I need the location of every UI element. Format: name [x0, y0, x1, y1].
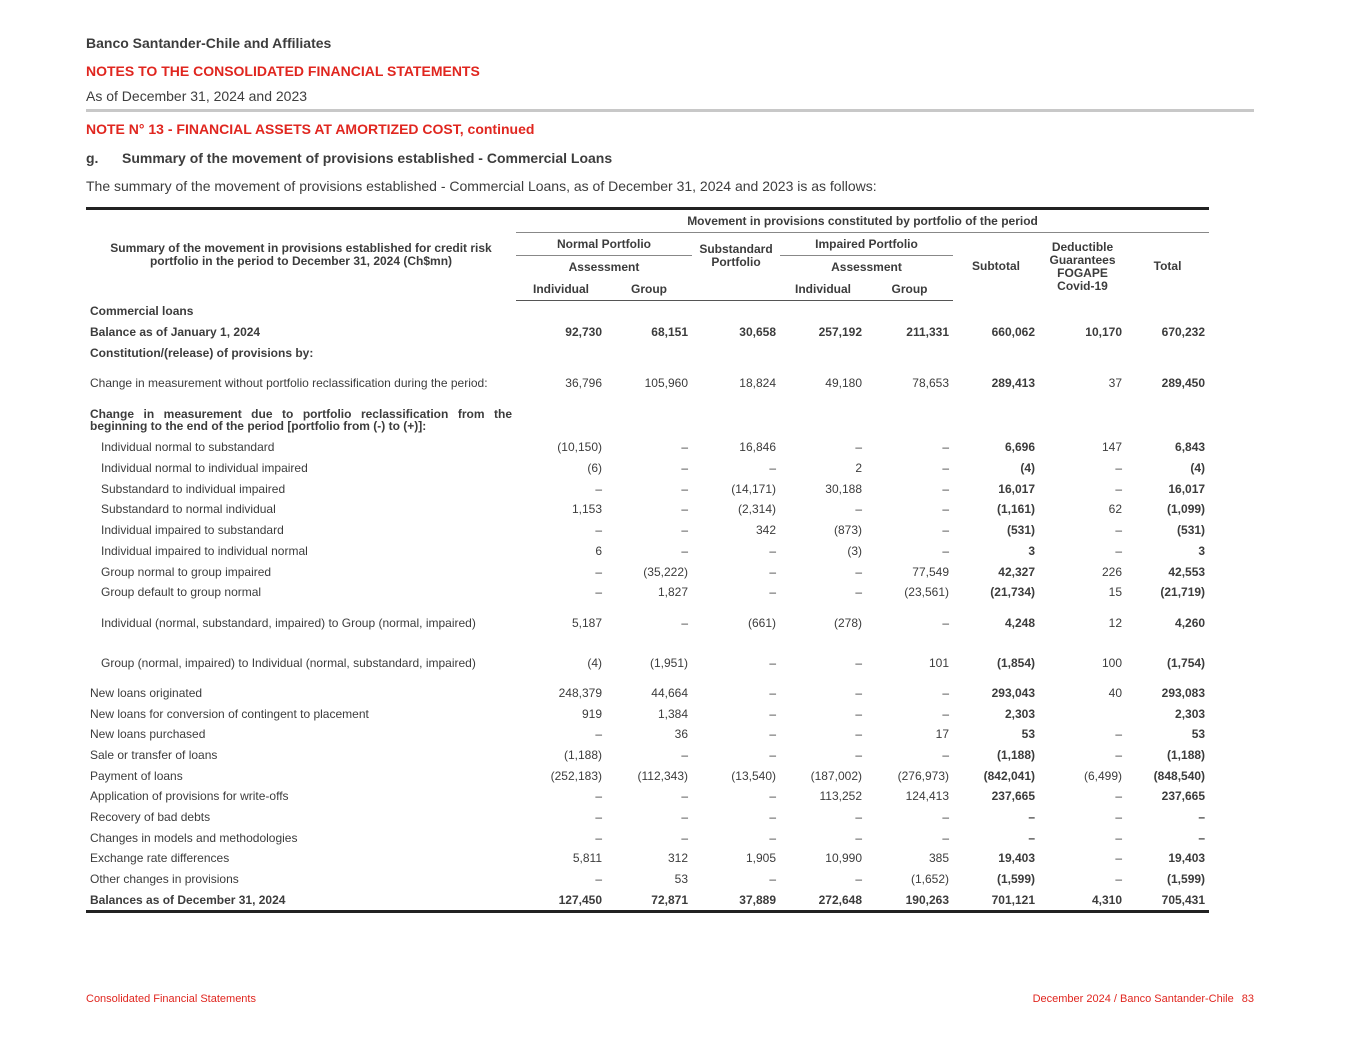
page-number: 83 — [1241, 993, 1254, 1005]
row-value: – — [681, 523, 688, 538]
row-value: – — [595, 585, 602, 600]
footer-left: Consolidated Financial Statements — [86, 993, 256, 1005]
row-value: 4,260 — [1175, 615, 1206, 630]
row-value: 289,413 — [991, 376, 1035, 391]
row-value: – — [595, 481, 602, 496]
row-value: – — [595, 564, 602, 579]
table-row — [86, 603, 1209, 643]
row-value: 4,248 — [1004, 615, 1035, 630]
row-label: Balances as of December 31, 2024 — [86, 889, 516, 911]
row-value: 100 — [1101, 655, 1122, 670]
table-row — [86, 848, 1209, 869]
row-label: New loans originated — [90, 685, 203, 700]
row-value: – — [1115, 747, 1122, 762]
table-row — [86, 582, 1209, 603]
row-value: 3 — [1028, 543, 1035, 558]
row-value: 342 — [755, 523, 776, 538]
row-value: 10,170 — [1085, 325, 1122, 340]
row-value: – — [681, 502, 688, 517]
row-value: (1,951) — [649, 655, 688, 670]
table-row — [86, 478, 1209, 499]
row-label: Other changes in provisions — [90, 872, 239, 887]
row-value: – — [1115, 727, 1122, 742]
row-value: (23,561) — [904, 585, 949, 600]
header-impaired-portfolio: Impaired Portfolio — [780, 233, 953, 256]
header-impaired-individual: Individual — [780, 278, 866, 301]
table-row — [86, 869, 1209, 890]
row-value: (21,734) — [990, 585, 1035, 600]
row-value: – — [769, 727, 776, 742]
row-value: – — [1115, 830, 1122, 845]
row-value: – — [769, 747, 776, 762]
row-value: (6) — [587, 461, 602, 476]
row-value: (252,183) — [550, 768, 602, 783]
row-value: – — [1115, 789, 1122, 804]
row-value: – — [595, 523, 602, 538]
row-value: (1,188) — [1167, 747, 1206, 762]
row-value — [953, 403, 1039, 437]
header-divider — [86, 109, 1254, 112]
row-value: – — [942, 810, 949, 825]
row-value — [692, 403, 780, 437]
row-value: – — [855, 872, 862, 887]
row-value: – — [942, 523, 949, 538]
row-value: – — [681, 830, 688, 845]
header-deductible: Deductible Guarantees FOGAPE Covid-19 — [1049, 239, 1116, 293]
table-row — [86, 437, 1209, 458]
row-value: 92,730 — [565, 325, 602, 340]
row-value: 2,303 — [1004, 706, 1035, 721]
row-value: – — [681, 789, 688, 804]
row-value: – — [769, 685, 776, 700]
row-value: – — [855, 830, 862, 845]
row-value: 6,843 — [1175, 440, 1206, 455]
row-value — [1126, 403, 1209, 437]
row-value: – — [942, 543, 949, 558]
row-value: 53 — [674, 872, 688, 887]
row-value — [606, 342, 692, 363]
row-value: 15 — [1108, 585, 1122, 600]
row-value: – — [769, 564, 776, 579]
row-value: – — [769, 706, 776, 721]
row-value: 190,263 — [866, 889, 953, 911]
row-label: Change in measurement without portfolio reclassification during the period: — [90, 376, 488, 391]
row-label: Group (normal, impaired) to Individual (normal, substandard, impaired) — [101, 655, 476, 670]
row-value: 49,180 — [825, 376, 862, 391]
table-row — [86, 807, 1209, 828]
row-value: 211,331 — [906, 325, 949, 340]
row-value: 272,648 — [780, 889, 866, 911]
row-value: – — [1028, 830, 1035, 845]
row-value: (14,171) — [731, 481, 776, 496]
row-value — [516, 342, 606, 363]
row-value: 42,553 — [1168, 564, 1206, 579]
row-value: (1,754) — [1167, 655, 1206, 670]
header-normal-portfolio: Normal Portfolio — [516, 233, 692, 256]
row-value: (531) — [1006, 523, 1035, 538]
row-value: – — [595, 789, 602, 804]
row-value: 72,871 — [606, 889, 692, 911]
row-value: 42,327 — [998, 564, 1035, 579]
row-value: – — [681, 461, 688, 476]
row-value — [516, 301, 606, 322]
table-row — [86, 889, 1209, 911]
provisions-table — [86, 207, 1209, 913]
row-label: Exchange rate differences — [90, 851, 230, 866]
row-value: – — [942, 461, 949, 476]
row-label: Changes in models and methodologies — [90, 830, 298, 845]
row-value: 1,153 — [571, 502, 602, 517]
row-value: – — [942, 502, 949, 517]
row-value: 312 — [667, 851, 688, 866]
row-value: (848,540) — [1153, 768, 1206, 783]
row-value — [1039, 703, 1126, 724]
footer-right — [1033, 993, 1254, 1005]
row-value — [1039, 403, 1126, 437]
header-impaired-assessment: Assessment — [831, 259, 902, 274]
row-value: – — [681, 810, 688, 825]
row-value: 36,796 — [565, 376, 602, 391]
row-value: – — [942, 685, 949, 700]
row-value: – — [1115, 810, 1122, 825]
row-value — [780, 301, 866, 322]
row-value: (187,002) — [810, 768, 862, 783]
row-value: 78,653 — [912, 376, 949, 391]
row-value: – — [681, 615, 688, 630]
row-value — [692, 301, 780, 322]
row-value: – — [855, 747, 862, 762]
table-row — [86, 541, 1209, 562]
row-value — [866, 301, 953, 322]
row-value: (1,652) — [910, 872, 949, 887]
row-value — [692, 342, 780, 363]
row-label: Payment of loans — [90, 768, 183, 783]
row-value: – — [942, 747, 949, 762]
row-value: 6 — [595, 543, 602, 558]
row-value: (278) — [833, 615, 862, 630]
row-label: Application of provisions for write-offs — [90, 789, 289, 804]
intro-paragraph: The summary of the movement of provisions established - Commercial Loans, as of December 31, 2024 and 2023 is as follows: — [86, 178, 877, 194]
table-row — [86, 520, 1209, 541]
row-value: 12 — [1108, 615, 1122, 630]
row-label: New loans for conversion of contingent to placement — [90, 706, 369, 721]
row-value: 5,811 — [572, 851, 602, 866]
row-value: 127,450 — [516, 889, 606, 911]
row-value: – — [1198, 830, 1206, 845]
row-value: 2 — [855, 461, 862, 476]
row-value: 105,960 — [644, 376, 688, 391]
row-value: – — [681, 747, 688, 762]
row-value: 37,889 — [692, 889, 780, 911]
row-value: – — [855, 810, 862, 825]
row-label: Individual impaired to individual normal — [101, 543, 308, 558]
table-row — [86, 724, 1209, 745]
row-value: 124,413 — [905, 789, 949, 804]
row-label: Individual normal to substandard — [101, 440, 275, 455]
row-value: – — [942, 615, 949, 630]
row-value — [953, 342, 1039, 363]
row-value — [1126, 301, 1209, 322]
row-value: 147 — [1101, 440, 1122, 455]
row-value: 293,083 — [1161, 685, 1206, 700]
row-value: – — [1115, 523, 1122, 538]
table-row — [86, 301, 1209, 322]
row-value: (1,188) — [563, 747, 602, 762]
row-value — [866, 342, 953, 363]
table-row — [86, 703, 1209, 724]
row-label: Constitution/(release) of provisions by: — [90, 345, 314, 360]
row-value: – — [855, 655, 862, 670]
header-normal-assessment: Assessment — [568, 259, 640, 274]
row-value: 293,043 — [991, 685, 1035, 700]
table-row — [86, 363, 1209, 403]
header-movement: Movement in provisions constituted by portfolio of the period — [516, 209, 1209, 233]
table-row — [86, 458, 1209, 479]
row-value: – — [942, 706, 949, 721]
table-row — [86, 786, 1209, 807]
row-value: 18,824 — [739, 376, 776, 391]
row-label: Substandard to individual impaired — [101, 481, 286, 496]
row-value: – — [855, 502, 862, 517]
row-value: – — [1115, 872, 1122, 887]
row-value: 30,188 — [825, 481, 862, 496]
row-value: (4) — [1020, 461, 1035, 476]
table-row — [86, 322, 1209, 343]
row-value: 257,192 — [818, 325, 862, 340]
row-value: 2,303 — [1175, 706, 1206, 721]
row-value: – — [769, 585, 776, 600]
as-of-date: As of December 31, 2024 and 2023 — [86, 88, 308, 104]
row-value — [606, 301, 692, 322]
table-row — [86, 765, 1209, 786]
row-value: – — [855, 585, 862, 600]
row-value: 53 — [1191, 727, 1206, 742]
row-value: – — [1028, 810, 1035, 825]
header-subtotal: Subtotal — [972, 259, 1020, 274]
row-value: 1,905 — [745, 851, 776, 866]
row-value — [1039, 301, 1126, 322]
row-value: 385 — [928, 851, 949, 866]
row-value: 37 — [1108, 376, 1122, 391]
section-heading — [86, 150, 612, 166]
row-value: – — [681, 481, 688, 496]
table-row — [86, 499, 1209, 520]
row-value: (35,222) — [643, 564, 688, 579]
row-label: Commercial loans — [90, 304, 194, 319]
row-value: (10,150) — [557, 440, 602, 455]
row-value: – — [769, 872, 776, 887]
row-value: 660,062 — [991, 325, 1035, 340]
company-name: Banco Santander-Chile and Affiliates — [86, 35, 332, 51]
row-label: Individual normal to individual impaired — [101, 461, 308, 476]
row-value: 248,379 — [558, 685, 602, 700]
section-title: Summary of the movement of provisions established - Commercial Loans — [122, 150, 613, 166]
row-value — [1039, 342, 1126, 363]
row-value: – — [769, 655, 776, 670]
row-value: (873) — [833, 523, 862, 538]
row-value: – — [1198, 810, 1206, 825]
header-substandard: Substandard Portfolio — [699, 241, 773, 269]
row-value: – — [769, 461, 776, 476]
footer-report: December 2024 / Banco Santander-Chile — [1032, 993, 1234, 1005]
row-value — [780, 342, 866, 363]
row-value: 1,827 — [657, 585, 688, 600]
table-row — [86, 561, 1209, 582]
row-value: (112,343) — [637, 768, 688, 783]
row-value: – — [942, 440, 949, 455]
row-value: (4) — [587, 655, 602, 670]
table-row — [86, 827, 1209, 848]
row-label: Group normal to group impaired — [101, 564, 272, 579]
row-label: Recovery of bad debts — [90, 810, 211, 825]
row-label: Change in measurement due to portfolio reclassification from the beginning to the end of the period [portfolio from (-) to (+)]: — [90, 407, 512, 434]
row-label: New loans purchased — [90, 727, 206, 742]
header-substandard-blank — [692, 278, 780, 301]
row-value: 36 — [674, 727, 688, 742]
table-row — [86, 403, 1209, 437]
row-value: – — [855, 685, 862, 700]
row-value: 919 — [581, 706, 602, 721]
row-value: – — [942, 830, 949, 845]
table-row — [86, 683, 1209, 704]
row-value: – — [942, 481, 949, 496]
row-label: Individual impaired to substandard — [101, 523, 284, 538]
header-total: Total — [1153, 259, 1182, 274]
row-value: (3) — [847, 543, 862, 558]
row-value: (276,973) — [897, 768, 949, 783]
row-value: 16,017 — [1168, 481, 1206, 496]
row-value: 77,549 — [912, 564, 949, 579]
row-value: 289,450 — [1161, 376, 1206, 391]
row-value: – — [855, 440, 862, 455]
row-value: 6,696 — [1004, 440, 1035, 455]
row-value: 53 — [1021, 727, 1035, 742]
row-value: (842,041) — [983, 768, 1035, 783]
row-value: 101 — [928, 655, 949, 670]
row-value: (2,314) — [737, 502, 776, 517]
row-value: – — [855, 727, 862, 742]
row-value: 705,431 — [1126, 889, 1209, 911]
table-row — [86, 643, 1209, 683]
row-value: 3 — [1198, 543, 1206, 558]
row-value: – — [595, 810, 602, 825]
row-value: (661) — [747, 615, 776, 630]
row-value — [953, 301, 1039, 322]
row-value: – — [595, 872, 602, 887]
row-value — [780, 403, 866, 437]
row-value: 17 — [935, 727, 949, 742]
row-value: 5,187 — [571, 615, 602, 630]
notes-title: NOTES TO THE CONSOLIDATED FINANCIAL STATEMENTS — [86, 63, 480, 79]
row-value: – — [1115, 461, 1122, 476]
row-value: 237,665 — [991, 789, 1035, 804]
header-normal-individual: Individual — [516, 278, 606, 301]
row-value: (6,499) — [1083, 768, 1122, 783]
row-label: Sale or transfer of loans — [90, 747, 218, 762]
row-value: 40 — [1108, 685, 1122, 700]
row-value: 226 — [1101, 564, 1122, 579]
row-value: (1,599) — [1167, 872, 1206, 887]
row-value: 62 — [1108, 502, 1122, 517]
row-value: – — [855, 564, 862, 579]
row-value: 237,665 — [1161, 789, 1206, 804]
row-value — [516, 403, 606, 437]
row-value — [866, 403, 953, 437]
row-value: 16,017 — [998, 481, 1035, 496]
row-value: – — [855, 706, 862, 721]
row-value: – — [769, 543, 776, 558]
header-impaired-group: Group — [866, 278, 953, 301]
row-value — [606, 403, 692, 437]
row-value: – — [595, 727, 602, 742]
row-value: 4,310 — [1039, 889, 1126, 911]
header-description: Summary of the movement in provisions established for credit risk portfolio in the period to December 31, 2024 (Ch$mn) — [86, 209, 516, 301]
row-value: 10,990 — [825, 851, 862, 866]
row-value: – — [1115, 543, 1122, 558]
row-value: (531) — [1177, 523, 1206, 538]
row-value: (13,540) — [731, 768, 776, 783]
row-value: (1,599) — [996, 872, 1035, 887]
table-row — [86, 342, 1209, 363]
row-value: – — [681, 440, 688, 455]
row-value: 44,664 — [651, 685, 688, 700]
row-value — [1126, 342, 1209, 363]
row-value: – — [595, 830, 602, 845]
row-value: (4) — [1190, 461, 1206, 476]
row-value: 19,403 — [1168, 851, 1206, 866]
row-value: – — [681, 543, 688, 558]
row-label: Group default to group normal — [101, 585, 262, 600]
row-value: – — [769, 810, 776, 825]
row-value: 19,403 — [998, 851, 1035, 866]
row-value: (1,854) — [996, 655, 1035, 670]
row-value: 68,151 — [651, 325, 688, 340]
row-value: (1,161) — [996, 502, 1035, 517]
row-value: 670,232 — [1161, 325, 1206, 340]
row-label: Balance as of January 1, 2024 — [90, 325, 261, 340]
row-value: (1,099) — [1167, 502, 1206, 517]
header-normal-group: Group — [606, 278, 692, 301]
row-label: Substandard to normal individual — [101, 502, 276, 517]
row-value: (21,719) — [1160, 585, 1206, 600]
row-value: 16,846 — [739, 440, 776, 455]
row-value: 701,121 — [953, 889, 1039, 911]
row-value: 113,252 — [819, 789, 862, 804]
row-value: 1,384 — [657, 706, 688, 721]
row-value: – — [769, 789, 776, 804]
section-letter: g. — [86, 150, 99, 166]
row-value: – — [769, 830, 776, 845]
row-value: – — [1115, 851, 1122, 866]
row-value: – — [1115, 481, 1122, 496]
row-value: (1,188) — [996, 747, 1035, 762]
table-row — [86, 745, 1209, 766]
row-value: 30,658 — [739, 325, 776, 340]
row-label: Individual (normal, substandard, impaired) to Group (normal, impaired) — [101, 615, 476, 630]
note-title: NOTE N° 13 - FINANCIAL ASSETS AT AMORTIZED COST, continued — [86, 121, 535, 137]
